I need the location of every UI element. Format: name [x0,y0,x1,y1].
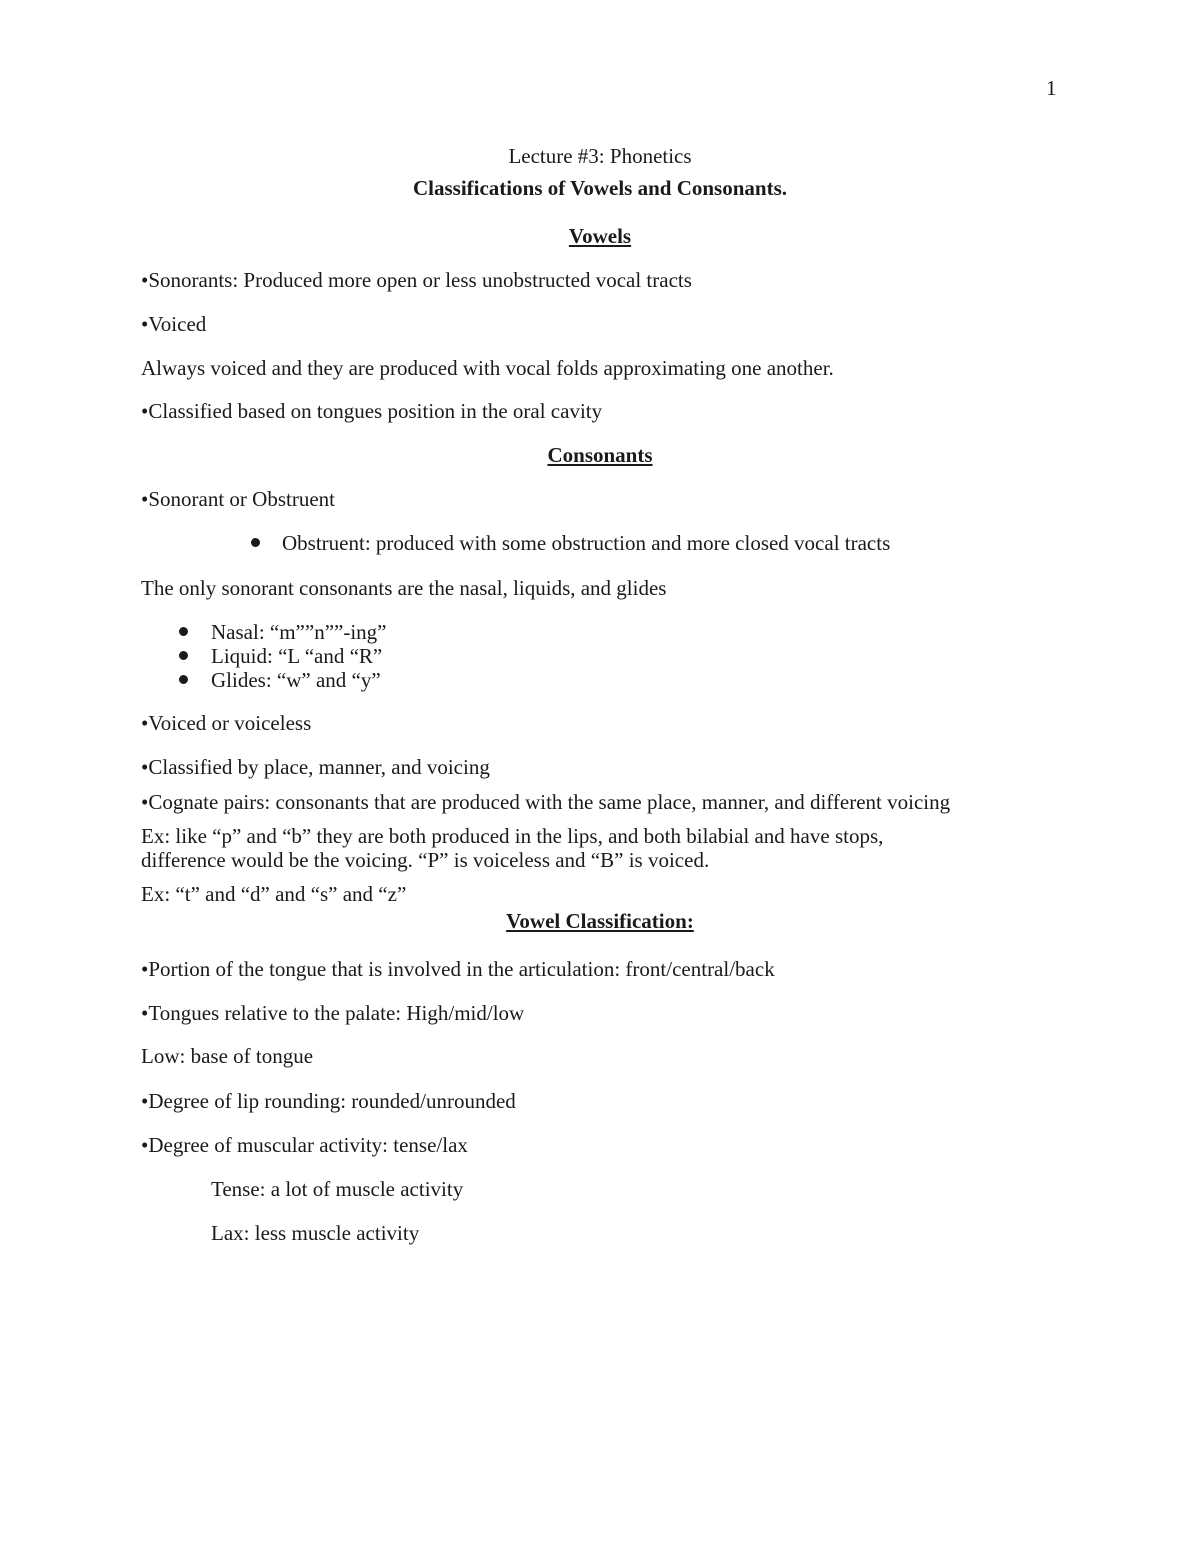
only-sonorant-line: The only sonorant consonants are the nasal, liquids, and glides [141,576,667,600]
vowels-heading: Vowels [568,224,632,248]
vowels-line-voiced: •Voiced [141,312,207,336]
bullet-icon [179,627,188,636]
bullet-icon [179,651,188,660]
vc-line-muscular: •Degree of muscular activity: tense/lax [141,1133,468,1157]
sonorant-item-liquid: Liquid: “L “and “R” [211,644,383,668]
vc-line-lip-rounding: •Degree of lip rounding: rounded/unrounded [141,1089,516,1113]
classified-by-line: •Classified by place, manner, and voicing [141,755,490,779]
example-1-line-2: difference would be the voicing. “P” is voiceless and “B” is voiced. [141,848,710,872]
voiced-or-voiceless-line: •Voiced or voiceless [141,711,312,735]
cognate-pairs-line: •Cognate pairs: consonants that are produced with the same place, manner, and different voicing [141,790,951,814]
sonorant-item-glides: Glides: “w” and “y” [211,668,381,692]
vowels-line-classified: •Classified based on tongues position in the oral cavity [141,399,603,423]
vc-line-low: Low: base of tongue [141,1044,314,1068]
vowel-classification-heading: Vowel Classification: [506,909,694,933]
document-subtitle: Classifications of Vowels and Consonants. [412,176,787,200]
example-1-line-1: Ex: like “p” and “b” they are both produced in the lips, and both bilabial and have stops, [141,824,884,848]
consonants-heading: Consonants [547,443,653,467]
consonants-sonorant-or-obstruent: •Sonorant or Obstruent [141,487,335,511]
vc-line-tongues: •Tongues relative to the palate: High/mid/low [141,1001,525,1025]
lecture-title: Lecture #3: Phonetics [508,144,692,168]
example-2-line: Ex: “t” and “d” and “s” and “z” [141,882,407,906]
vowels-line-always-voiced: Always voiced and they are produced with vocal folds approximating one another. [141,356,834,380]
bullet-icon [251,538,260,547]
bullet-icon [179,675,188,684]
sonorant-item-nasal: Nasal: “m””n””-ing” [211,620,387,644]
page-number: 1 [1046,76,1057,100]
vc-lax-line: Lax: less muscle activity [211,1221,420,1245]
vc-tense-line: Tense: a lot of muscle activity [211,1177,464,1201]
vowels-line-sonorants: •Sonorants: Produced more open or less unobstructed vocal tracts [141,268,692,292]
obstruent-item: Obstruent: produced with some obstruction and more closed vocal tracts [282,531,891,555]
vc-line-portion: •Portion of the tongue that is involved in the articulation: front/central/back [141,957,775,981]
